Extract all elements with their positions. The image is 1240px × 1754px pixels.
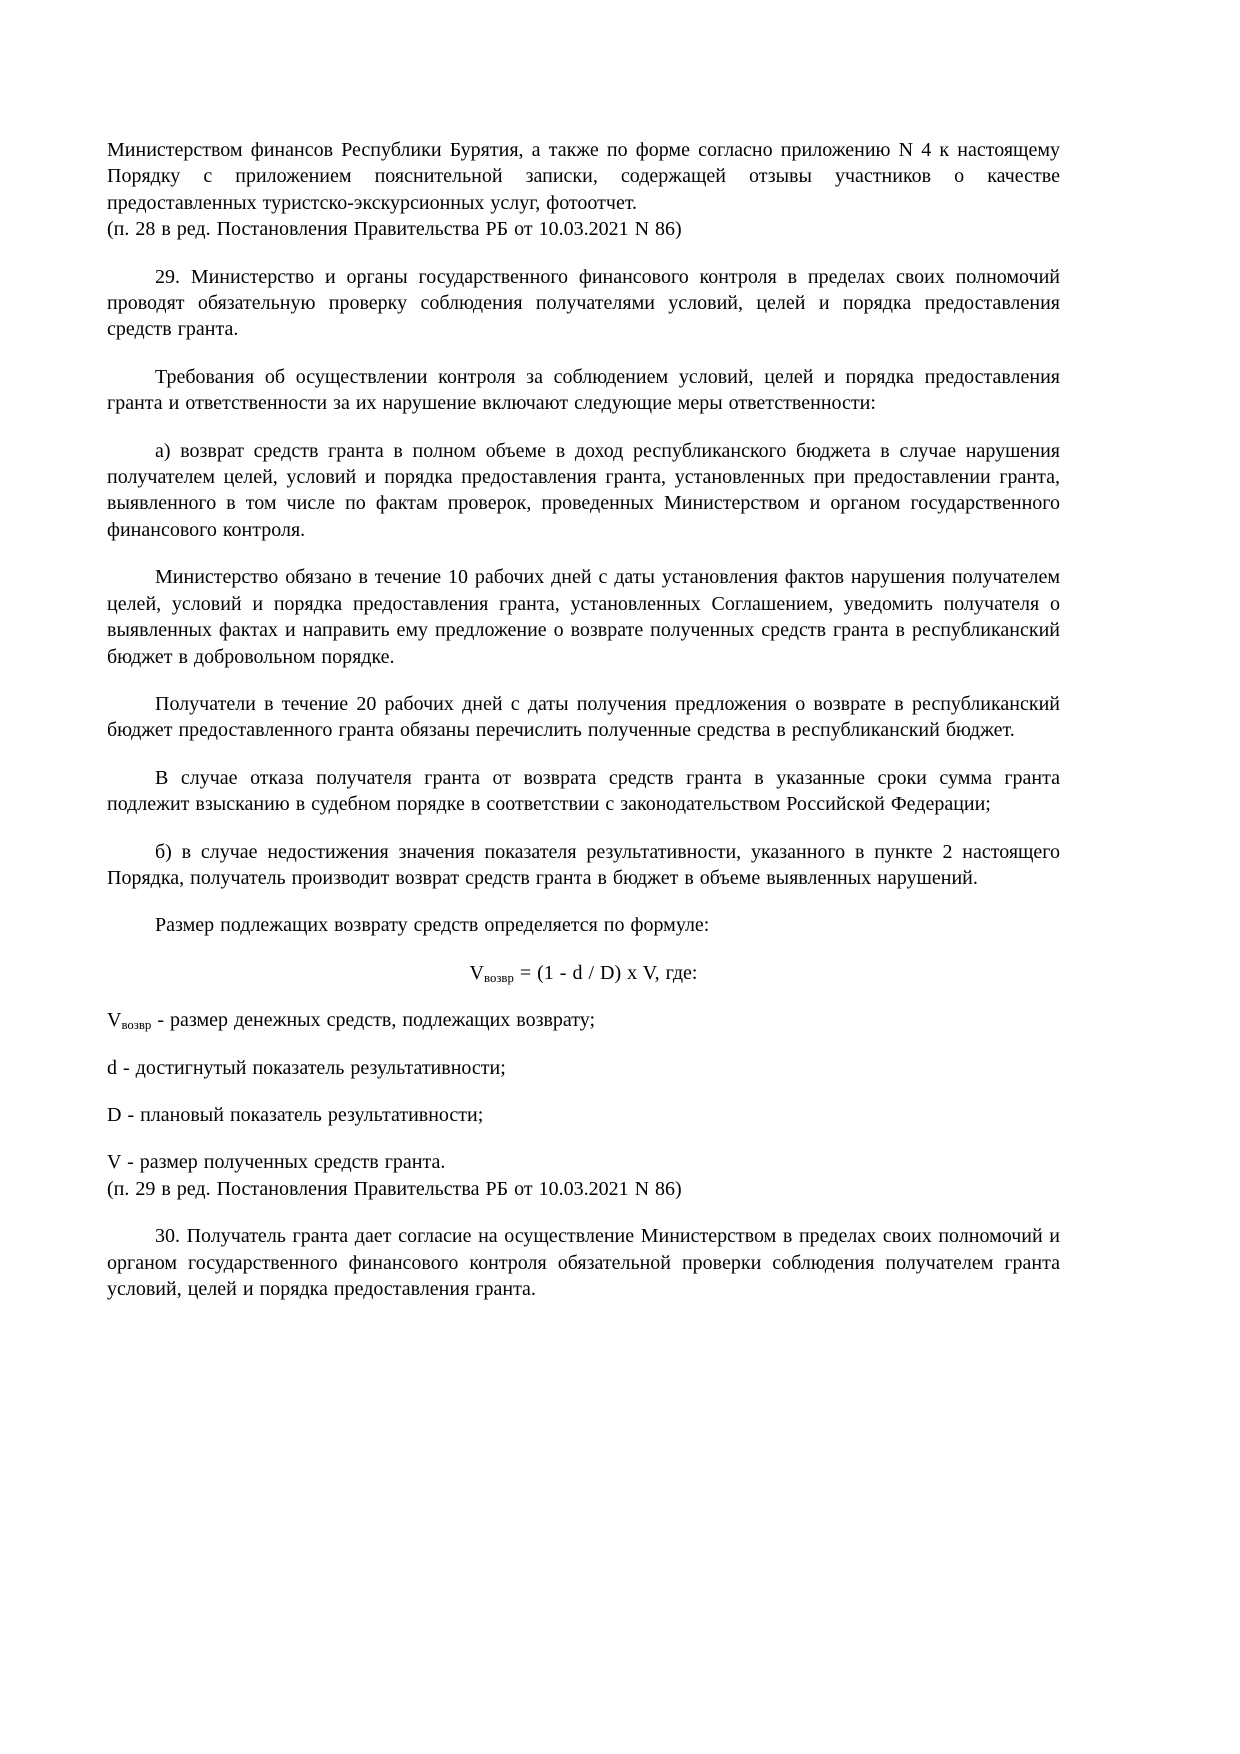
definition-v-vozvr [107,1007,1060,1033]
formula-expression: = (1 - d / D) x V, где: [513,961,698,984]
paragraph-refusal-court: В случае отказа получателя гранта от возврата средств гранта в указанные сроки сумма гранта подлежит взысканию в судебном порядке в соответствии с законодательством Российской Федерации; [107,766,1060,816]
amendment-note-p29: (п. 29 в ред. Постановления Правительства РБ от 10.03.2021 N 86) [107,1177,682,1200]
paragraph-28-continuation: Министерством финансов Республики Бурятия, а также по форме согласно приложению N 4 к настоящему Порядку с приложением пояснительной записки, содержащей отзывы участников о качестве предоставленных туристско-экскурсионных услуг, фотоотчет. [107,139,1060,214]
definition-d-achieved: d - достигнутый показатель результативности; [107,1056,506,1079]
definition-d-planned: D - плановый показатель результативности; [107,1103,484,1126]
paragraph-item-b-underachievement: б) в случае недостижения значения показателя результативности, указанного в пункте 2 настоящего Порядка, получатель производит возврат средств гранта в бюджет в объеме выявленных нарушений. [107,840,1060,889]
paragraph-item-a-refund: а) возврат средств гранта в полном объеме в доход республиканского бюджета в случае нарушения получателем целей, условий и порядка предоставления гранта, установленных при предоставлении гранта, выявленного в том числе по фактам проверок, проведенных Министерством и органом государственного финансового контроля. [107,439,1060,541]
definition-v-total: V - размер полученных средств гранта. [107,1151,446,1174]
amendment-note-p28: (п. 28 в ред. Постановления Правительства РБ от 10.03.2021 N 86) [107,218,682,241]
paragraph-recipients-obligation: Получатели в течение 20 рабочих дней с даты получения предложения о возврате в республиканский бюджет предоставленного гранта обязаны перечислить полученные средства в республиканский бюджет. [107,692,1060,742]
definition-variable: V [107,1009,122,1032]
definition-subscript: возвр [121,1018,152,1033]
paragraph-ministry-obligation: Министерство обязано в течение 10 рабочих дней с даты установления фактов нарушения получателем целей, условий и порядка предоставления гранта, установленных Соглашением, уведомить получателя о выявленных фактах и направить ему предложение о возврате полученных средств гранта в республиканский бюджет в добровольном порядке. [107,566,1060,668]
paragraph-29: 29. Министерство и органы государственного финансового контроля в пределах своих полномочий проводят обязательную проверку соблюдения получателями условий, целей и порядка предоставления средств гранта. [107,265,1060,341]
paragraph-control-requirements: Требования об осуществлении контроля за соблюдением условий, целей и порядка предоставления гранта и ответственности за их нарушение включают следующие меры ответственности: [107,365,1060,415]
refund-formula [107,960,1060,986]
definition-text: - размер денежных средств, подлежащих возврату; [151,1009,596,1032]
paragraph-formula-intro: Размер подлежащих возврату средств определяется по формуле: [155,914,710,937]
paragraph-30: 30. Получатель гранта дает согласие на осуществление Министерством в пределах своих полномочий и органом государственного финансового контроля обязательной проверки соблюдения получателем гранта условий, целей и порядка предоставления гранта. [107,1225,1060,1300]
formula-variable: V [469,961,484,984]
formula-subscript: возвр [484,970,514,985]
